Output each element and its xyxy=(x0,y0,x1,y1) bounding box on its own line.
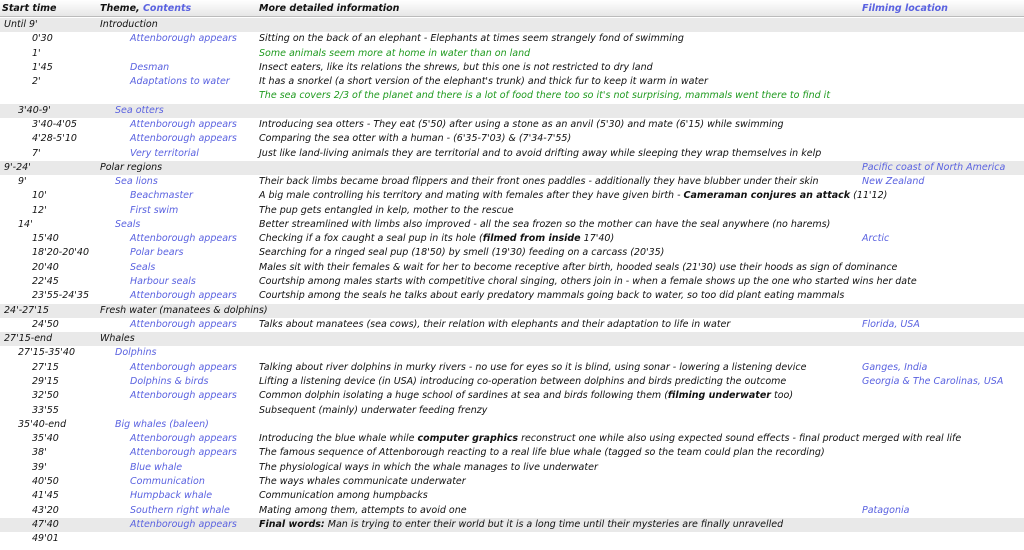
table-row xyxy=(0,118,1024,132)
theme-cell: Attenborough appears xyxy=(130,118,237,130)
start-time-cell: 49'01 xyxy=(32,533,59,545)
info-text: Common dolphin isolating a huge school of sardines at sea and birds following them ( xyxy=(259,390,668,402)
info-cell xyxy=(259,475,466,489)
table-row xyxy=(0,175,1024,189)
theme-cell: Desman xyxy=(130,61,170,73)
table-header xyxy=(0,0,1024,17)
start-time-cell: 24'50 xyxy=(32,318,59,330)
start-time-cell: 41'45 xyxy=(32,490,59,502)
theme-cell: Attenborough appears xyxy=(130,233,237,245)
start-time-cell: 29'15 xyxy=(32,376,59,387)
info-cell xyxy=(259,504,467,518)
table-row xyxy=(0,18,1024,32)
theme-cell: Seals xyxy=(130,261,156,273)
info-text: Mating among them, attempts to avoid one xyxy=(259,504,467,516)
info-cell xyxy=(259,261,897,275)
table-row xyxy=(0,32,1024,46)
table-row xyxy=(0,61,1024,75)
start-time-cell: Until 9' xyxy=(4,19,38,30)
theme-cell: Beachmaster xyxy=(130,190,193,202)
header-theme xyxy=(100,3,191,14)
info-cell xyxy=(259,461,598,475)
table-row xyxy=(0,404,1024,418)
info-text: A big male controlling his territory and mating with females after they have given birth - xyxy=(259,190,684,202)
info-text: Lifting a listening device (in USA) introducing co-operation between dolphins and birds predicting the outcome xyxy=(259,376,787,387)
theme-cell: Attenborough appears xyxy=(130,33,237,45)
info-cell xyxy=(259,361,807,375)
info-highlight: Cameraman conjures an attack xyxy=(683,190,851,202)
theme-cell: Attenborough appears xyxy=(130,361,237,373)
theme-cell: Attenborough appears xyxy=(130,318,237,330)
info-cell xyxy=(259,175,819,189)
info-highlight: filming underwater xyxy=(667,390,771,402)
theme-cell: Attenborough appears xyxy=(130,390,237,402)
header-contents-label: Contents xyxy=(142,3,192,14)
start-time-cell: 35'40-end xyxy=(18,418,67,430)
info-text: too) xyxy=(770,390,794,402)
info-cell xyxy=(259,47,530,61)
table-row xyxy=(0,132,1024,146)
info-text: Talks about manatees (sea cows), their relation with elephants and their adaptation to life in water xyxy=(259,318,731,330)
info-text: 17'40) xyxy=(580,233,615,245)
info-cell xyxy=(259,246,664,260)
info-cell xyxy=(259,275,917,289)
table-row xyxy=(0,104,1024,118)
table-row xyxy=(0,204,1024,218)
theme-cell: Adaptations to water xyxy=(130,76,230,88)
header-location: Filming location xyxy=(862,3,948,14)
info-cell xyxy=(259,218,830,232)
table-row xyxy=(0,432,1024,446)
start-time-cell: 47'40 xyxy=(32,518,59,530)
start-time-cell: 9' xyxy=(18,176,27,188)
theme-cell: Polar bears xyxy=(130,247,184,259)
theme-cell: Dolphins & birds xyxy=(130,376,209,387)
start-time-cell: 22'45 xyxy=(32,276,59,288)
theme-cell: Attenborough appears xyxy=(130,518,237,530)
theme-cell: Humpback whale xyxy=(130,490,213,502)
info-cell xyxy=(259,61,653,75)
info-cell xyxy=(259,446,825,460)
info-text: Courtship among males starts with competitive choral singing, others join in - when a female shows up the one who started wins her date xyxy=(259,276,917,288)
start-time-cell: 40'50 xyxy=(32,475,59,487)
info-cell xyxy=(259,32,684,46)
theme-cell: Introduction xyxy=(100,19,158,30)
table-row xyxy=(0,389,1024,403)
location-cell: Georgia & The Carolinas, USA xyxy=(862,376,1004,387)
theme-cell: Attenborough appears xyxy=(130,447,237,459)
info-text: (11'12) xyxy=(850,190,888,202)
table-row xyxy=(0,532,1024,546)
location-cell: New Zealand xyxy=(862,176,925,188)
theme-cell: Attenborough appears xyxy=(130,133,237,145)
info-cell xyxy=(259,75,708,89)
table-row xyxy=(0,418,1024,432)
info-text: Just like land-living animals they are territorial and to avoid drifting away while sleeping they wrap themselves in kelp xyxy=(259,147,822,159)
info-text: The sea covers 2/3 of the planet and there is a lot of food there too so it's not surprising, mammals went there to find it xyxy=(259,90,831,102)
start-time-cell: 2' xyxy=(32,76,41,88)
info-text: Introducing the blue whale while xyxy=(259,433,418,445)
location-cell: Pacific coast of North America xyxy=(862,161,1006,173)
table-row xyxy=(0,189,1024,203)
theme-cell: Polar regions xyxy=(100,161,163,173)
info-cell xyxy=(259,375,786,389)
table-row xyxy=(0,161,1024,175)
table-row xyxy=(0,75,1024,89)
start-time-cell: 14' xyxy=(18,218,33,230)
table-row xyxy=(0,47,1024,61)
table-row xyxy=(0,346,1024,360)
info-text: Checking if a fox caught a seal pup in its hole ( xyxy=(259,233,483,245)
location-cell: Arctic xyxy=(862,233,890,245)
info-text: The pup gets entangled in kelp, mother to the rescue xyxy=(259,204,514,216)
start-time-cell: 3'40-9' xyxy=(18,104,51,116)
info-text: The physiological ways in which the whale manages to live underwater xyxy=(259,461,598,473)
start-time-cell: 1'45 xyxy=(32,61,53,73)
info-text: The ways whales communicate underwater xyxy=(259,475,466,487)
theme-cell: Whales xyxy=(100,333,135,345)
header-theme-label: Theme, xyxy=(100,3,140,14)
start-time-cell: 0'30 xyxy=(32,33,53,45)
info-cell xyxy=(259,289,844,303)
table-row xyxy=(0,147,1024,161)
info-cell xyxy=(259,318,730,332)
start-time-cell: 27'15 xyxy=(32,361,59,373)
theme-cell: Sea otters xyxy=(115,104,164,116)
theme-cell: Big whales (baleen) xyxy=(115,418,209,430)
location-cell: Ganges, India xyxy=(862,361,928,373)
info-cell xyxy=(259,232,614,246)
table-row xyxy=(0,361,1024,375)
theme-cell: Sea lions xyxy=(115,176,158,188)
info-text: Searching for a ringed seal pup (18'50) by smell (19'30) feeding on a carcass (20'35) xyxy=(259,247,665,259)
start-time-cell: 35'40 xyxy=(32,433,59,445)
table-row xyxy=(0,289,1024,303)
info-cell xyxy=(259,89,830,103)
table-row xyxy=(0,261,1024,275)
location-cell: Patagonia xyxy=(862,504,910,516)
start-time-cell: 43'20 xyxy=(32,504,59,516)
location-cell: Florida, USA xyxy=(862,318,920,330)
table-row xyxy=(0,461,1024,475)
info-text: Insect eaters, like its relations the shrews, but this one is not restricted to dry land xyxy=(259,61,653,73)
info-text: Introducing sea otters - They eat (5'50) after using a stone as an anvil (5'30) and mate (6'15) while swimming xyxy=(259,118,784,130)
table-row xyxy=(0,475,1024,489)
table-row xyxy=(0,518,1024,532)
info-text: Males sit with their females & wait for her to become receptive after birth, hooded seals (21'30) use their hoods as sign of dominance xyxy=(259,261,898,273)
table-row xyxy=(0,489,1024,503)
info-text: reconstruct one while also using expected sound effects - final product merged with real life xyxy=(518,433,962,445)
info-text: Comparing the sea otter with a human - (6'35-7'03) & (7'34-7'55) xyxy=(259,133,572,145)
info-cell xyxy=(259,404,487,418)
info-cell xyxy=(259,389,793,403)
start-time-cell: 39' xyxy=(32,461,47,473)
info-text: Some animals seem more at home in water than on land xyxy=(259,47,531,59)
start-time-cell: 23'55-24'35 xyxy=(32,290,90,302)
start-time-cell: 7' xyxy=(32,147,41,159)
start-time-cell: 3'40-4'05 xyxy=(32,118,77,130)
theme-cell: Seals xyxy=(115,218,141,230)
start-time-cell: 4'28-5'10 xyxy=(32,133,77,145)
info-text: Courtship among the seals he talks about early predatory mammals going back to water, so too did plant eating mammals xyxy=(259,290,845,302)
start-time-cell: 27'15-end xyxy=(4,333,53,345)
info-highlight: Final words: xyxy=(259,518,325,530)
table-row xyxy=(0,246,1024,260)
info-highlight: filmed from inside xyxy=(482,233,581,245)
info-text: Sitting on the back of an elephant - Elephants at times seem strangely fond of swimming xyxy=(259,33,684,45)
header-info: More detailed information xyxy=(259,3,400,14)
table-row xyxy=(0,89,1024,103)
table-row xyxy=(0,232,1024,246)
table-row xyxy=(0,375,1024,389)
info-highlight: computer graphics xyxy=(417,433,519,445)
header-start-time: Start time xyxy=(2,3,57,14)
info-text: Better streamlined with limbs also improved - all the sea frozen so the mother can have the seal anywhere (no harems) xyxy=(259,218,831,230)
info-cell xyxy=(259,147,821,161)
info-cell xyxy=(259,204,514,218)
start-time-cell: 12' xyxy=(32,204,47,216)
start-time-cell: 18'20-20'40 xyxy=(32,247,90,259)
info-text: Communication among humpbacks xyxy=(259,490,428,502)
table-row xyxy=(0,304,1024,318)
theme-cell: Communication xyxy=(130,475,205,487)
start-time-cell: 27'15-35'40 xyxy=(18,347,76,359)
theme-cell: Southern right whale xyxy=(130,504,230,516)
start-time-cell: 32'50 xyxy=(32,390,59,402)
start-time-cell: 10' xyxy=(32,190,47,202)
info-cell xyxy=(259,432,961,446)
start-time-cell: 15'40 xyxy=(32,233,59,245)
theme-cell: Fresh water (manatees & dolphins) xyxy=(100,304,268,316)
theme-cell: Very territorial xyxy=(130,147,199,159)
info-cell xyxy=(259,189,887,203)
start-time-cell: 33'55 xyxy=(32,404,59,416)
start-time-cell: 1' xyxy=(32,47,41,59)
info-text: It has a snorkel (a short version of the elephant's trunk) and thick fur to keep it warm in water xyxy=(259,76,708,88)
info-cell xyxy=(259,118,784,132)
table-row xyxy=(0,318,1024,332)
info-text: Subsequent (mainly) underwater feeding frenzy xyxy=(259,404,488,416)
theme-cell: First swim xyxy=(130,204,179,216)
theme-cell: Attenborough appears xyxy=(130,433,237,445)
table-row xyxy=(0,218,1024,232)
table-row xyxy=(0,504,1024,518)
start-time-cell: 38' xyxy=(32,447,47,459)
info-text: Their back limbs became broad flippers and their front ones paddles - additionally they have blubber under their skin xyxy=(259,176,819,188)
theme-cell: Dolphins xyxy=(115,347,157,359)
info-text: Talking about river dolphins in murky rivers - no use for eyes so it is blind, using sonar - lowering a listening device xyxy=(259,361,807,373)
table-row xyxy=(0,332,1024,346)
info-text: Man is trying to enter their world but it is a long time until their mysteries are finally unravelled xyxy=(324,518,784,530)
theme-cell: Harbour seals xyxy=(130,276,196,288)
table-row xyxy=(0,275,1024,289)
table-row xyxy=(0,446,1024,460)
info-cell xyxy=(259,518,783,532)
info-cell xyxy=(259,132,571,146)
start-time-cell: 24'-27'15 xyxy=(4,304,49,316)
theme-cell: Blue whale xyxy=(130,461,183,473)
info-cell xyxy=(259,489,428,503)
start-time-cell: 20'40 xyxy=(32,261,59,273)
theme-cell: Attenborough appears xyxy=(130,290,237,302)
start-time-cell: 9'-24' xyxy=(4,161,31,173)
info-text: The famous sequence of Attenborough reacting to a real life blue whale (tagged so the team could plan the recording) xyxy=(259,447,825,459)
